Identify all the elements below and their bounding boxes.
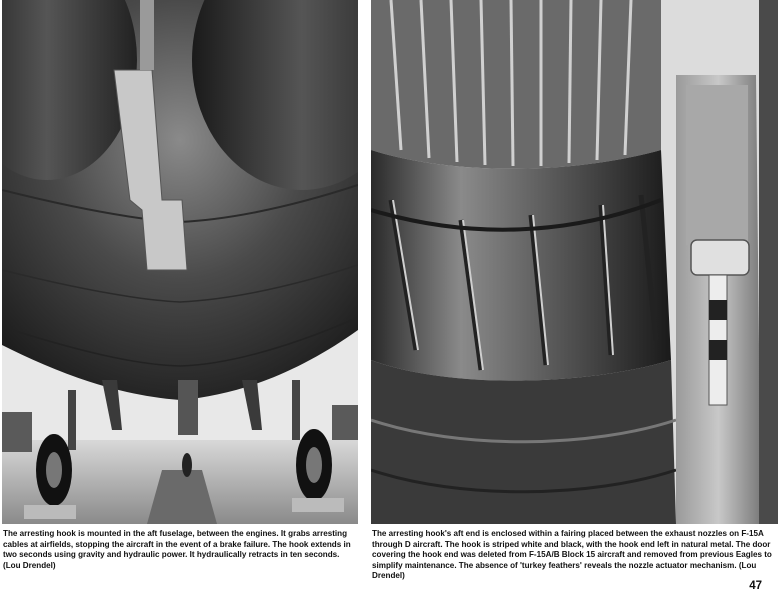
figure-caption-left: The arresting hook is mounted in the aft fuselage, between the engines. It grabs arresting cables at airfields, stopping the aircraft in the event of a brake failure. The hook extends in two seconds using gravity and hydraulic power. It hydraulically retracts in ten seconds. (Lou Drendel) [3, 529, 351, 570]
photo-nozzle-hook-fairing [371, 0, 778, 524]
photo-arresting-hook-underside [2, 0, 358, 524]
figure-caption-right: The arresting hook's aft end is enclosed within a fairing placed between the exhaust nozzles on F-15A through D aircraft. The hook is striped white and black, with the hook end left in natural metal. The door covering the hook end was deleted from F-15A/B Block 15 aircraft and removed from previous Eagles to simplify maintenance. The absence of 'turkey feathers' reveals the nozzle actuator mechanism. (Lou Drendel) [372, 529, 772, 581]
page-number: 47 [749, 580, 762, 592]
